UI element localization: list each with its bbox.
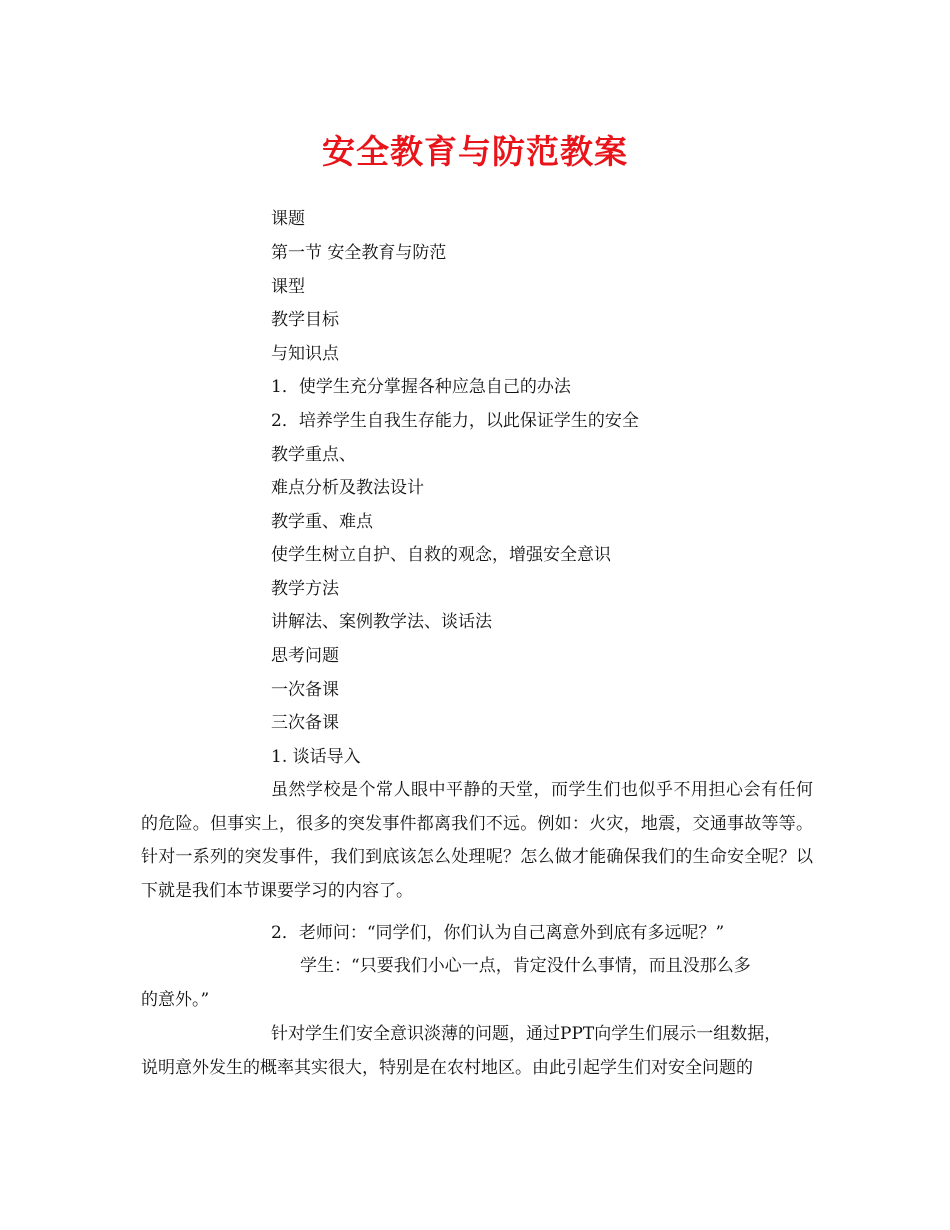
text-line-goal-1: 1．使学生充分掌握各种应急自己的办法	[271, 377, 571, 397]
text-line-third-preparation-label: 三次备课	[271, 713, 339, 733]
text-line-lesson-topic: 第一节 安全教育与防范	[271, 243, 447, 263]
paragraph-student-answer-rest: 的意外。”	[141, 989, 210, 1010]
text-line-teaching-methods: 讲解法、案例教学法、谈话法	[271, 612, 492, 632]
text-line-key-points-label: 教学重点、	[271, 445, 356, 465]
paragraph-introduction-rest: 任何的危险。但事实上，很多的突发事件都离我们不远。例如：火灾，地震，交通事故等等。针对一系列的突发事件，我们到底该怎么处理呢？怎么做才能确保我们的生命安全呢？以下就是我们本节课要学习的内容了。	[141, 780, 813, 901]
paragraph-data-discussion-rest: 说明意外发生的概率其实很大，特别是在农村地区。由此引起学生们对安全问题的	[141, 1057, 753, 1078]
document-title: 安全教育与防范教案	[322, 132, 628, 171]
text-line-lesson-topic-label: 课题	[271, 209, 305, 229]
text-line-teacher-question: 2．老师问：“同学们，你们认为自己离意外到底有多远呢？”	[271, 923, 725, 943]
paragraph-data-discussion-first-line: 针对学生们安全意识淡薄的问题，通过PPT向学生们展示一组数据，	[271, 1024, 782, 1044]
text-line-section-1-heading: 1. 谈话导入	[271, 747, 361, 767]
text-line-questions-label: 思考问题	[271, 646, 339, 666]
paragraph-introduction	[141, 774, 813, 908]
text-line-key-difficulties-label: 教学重、难点	[271, 512, 373, 532]
text-line-goal-2: 2．培养学生自我生存能力，以此保证学生的安全	[271, 411, 639, 431]
text-line-teaching-methods-label: 教学方法	[271, 579, 339, 599]
text-line-key-difficulties: 使学生树立自护、自救的观念，增强安全意识	[271, 545, 611, 565]
text-line-knowledge-points-label: 与知识点	[271, 344, 339, 364]
paragraph-student-answer	[141, 950, 813, 1017]
text-line-first-preparation-label: 一次备课	[271, 680, 339, 700]
text-line-lesson-type-label: 课型	[271, 277, 305, 297]
paragraph-introduction-first-line: 虽然学校是个常人眼中平静的天堂，而学生们也似乎不用担心会有	[271, 780, 779, 800]
text-line-difficulty-analysis-label: 难点分析及教法设计	[271, 478, 424, 498]
text-line-teaching-goals-label: 教学目标	[271, 310, 339, 330]
paragraph-data-discussion	[141, 1018, 813, 1085]
paragraph-student-answer-first-line: 学生：“只要我们小心一点，肯定没什么事情，而且没那么多	[300, 956, 751, 976]
